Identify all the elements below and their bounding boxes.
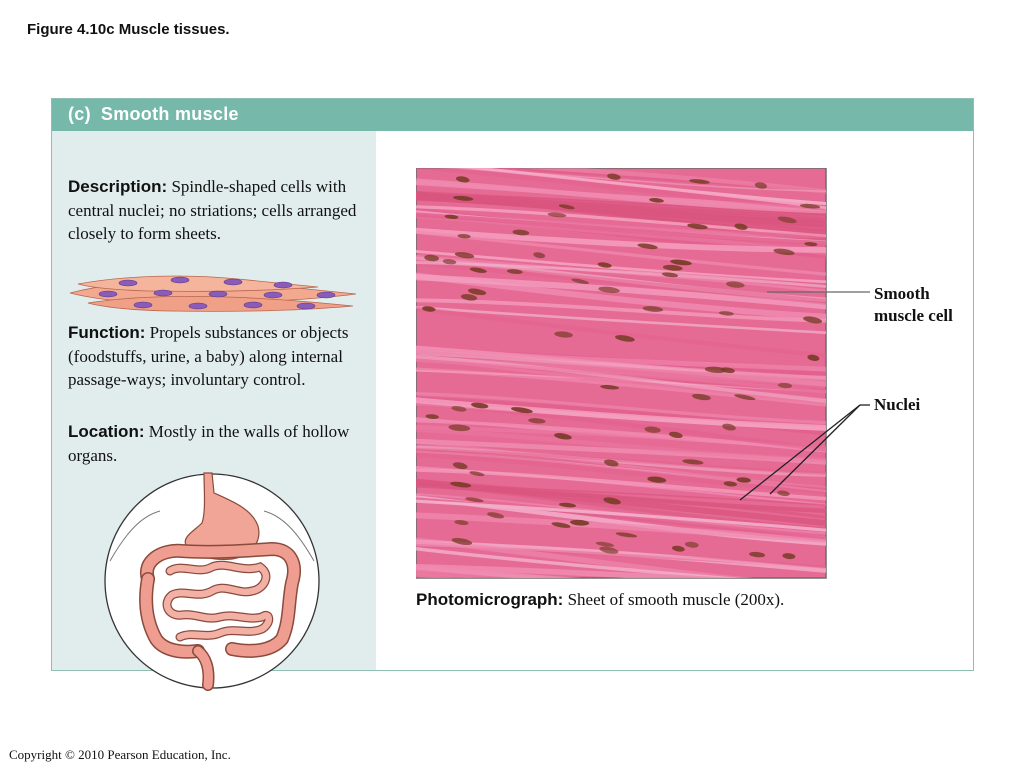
- nuclei-label: Nuclei: [874, 395, 921, 414]
- callout-leader-lines: [52, 99, 973, 670]
- location-text: Mostly in the walls of hollow organs.: [68, 422, 350, 465]
- function-text: Propels substances or objects (foodstuffs, urine, a baby) along internal passage-ways; involuntary control.: [68, 323, 349, 389]
- photomicrograph-caption-label: Photomicrograph:: [416, 590, 564, 609]
- description-label: Description:: [68, 177, 168, 196]
- copyright-notice: Copyright © 2010 Pearson Education, Inc.: [9, 747, 231, 762]
- photomicrograph-caption-text: Sheet of smooth muscle (200x).: [567, 590, 785, 609]
- panel-letter: (c): [68, 104, 91, 124]
- function-label: Function:: [68, 323, 146, 342]
- smooth-muscle-cell-label: Smooth muscle cell: [874, 284, 953, 325]
- figure-title: Figure 4.10c Muscle tissues.: [27, 21, 230, 38]
- panel-title: Smooth muscle: [100, 104, 239, 124]
- description-text: Spindle-shaped cells with central nuclei; no striations; cells arranged closely to form sheets.: [68, 177, 357, 243]
- smooth-muscle-panel: [51, 98, 974, 671]
- location-label: Location:: [68, 422, 145, 441]
